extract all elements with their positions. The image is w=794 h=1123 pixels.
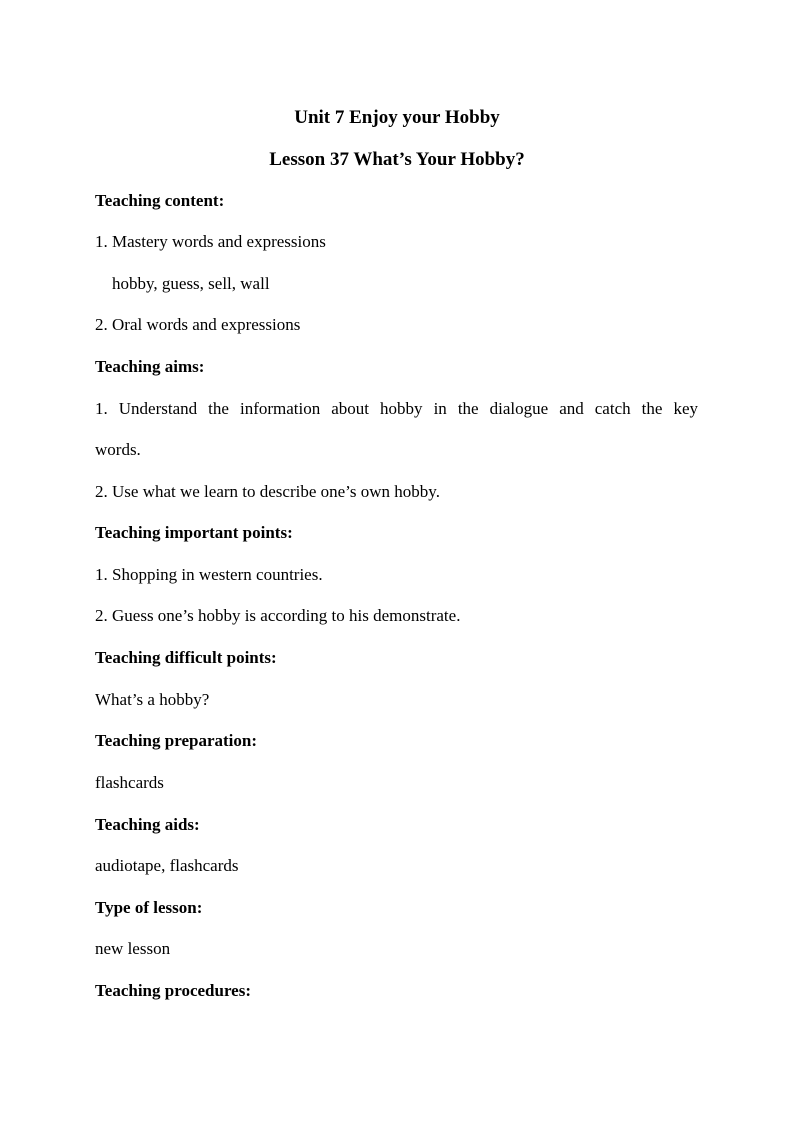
important-points-heading: Teaching important points: bbox=[95, 523, 293, 542]
lesson-type-text: new lesson bbox=[95, 939, 171, 958]
aids-heading: Teaching aids: bbox=[95, 815, 200, 834]
preparation-heading: Teaching preparation: bbox=[95, 731, 257, 750]
difficult-text: What’s a hobby? bbox=[95, 690, 210, 709]
aims-item-1-line-2: words. bbox=[95, 440, 141, 459]
preparation-text: flashcards bbox=[95, 773, 164, 792]
difficult-points-heading: Teaching difficult points: bbox=[95, 648, 277, 667]
important-item-1: 1. Shopping in western countries. bbox=[95, 565, 323, 584]
content-item-1-words: hobby, guess, sell, wall bbox=[112, 274, 270, 293]
important-item-2: 2. Guess one’s hobby is according to his demonstrate. bbox=[95, 606, 461, 625]
lesson-type-heading: Type of lesson: bbox=[95, 898, 203, 917]
lesson-title: Lesson 37 What’s Your Hobby? bbox=[269, 149, 525, 170]
teaching-aims-heading: Teaching aims: bbox=[95, 357, 205, 376]
content-item-2: 2. Oral words and expressions bbox=[95, 315, 301, 334]
unit-title: Unit 7 Enjoy your Hobby bbox=[294, 107, 500, 128]
content-item-1: 1. Mastery words and expressions bbox=[95, 232, 326, 251]
aims-item-1-line-1: 1. Understand the information about hobby in the dialogue and catch the key bbox=[95, 399, 698, 418]
teaching-content-heading: Teaching content: bbox=[95, 191, 225, 210]
procedures-heading: Teaching procedures: bbox=[95, 981, 252, 1000]
aims-item-2: 2. Use what we learn to describe one’s own hobby. bbox=[95, 482, 440, 501]
aids-text: audiotape, flashcards bbox=[95, 856, 239, 875]
